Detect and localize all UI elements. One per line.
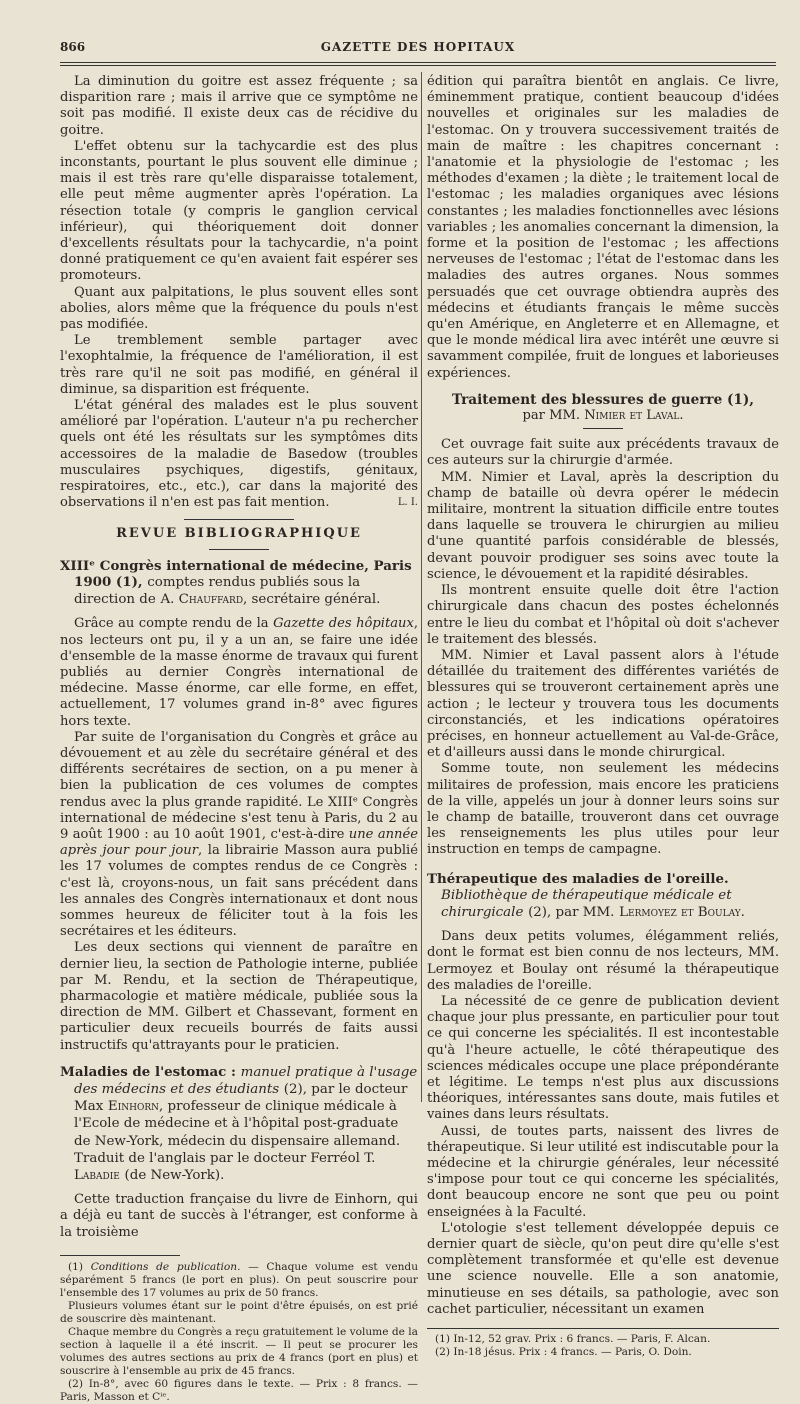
- heading-italic: manuel pratique à l'usage des médecins et des étudiants: [74, 1064, 418, 1097]
- heading-author: Lermoyez et Boulay.: [619, 904, 745, 920]
- title-underline: [209, 549, 269, 550]
- footnotes: [427, 1333, 779, 1359]
- author-signature: L. I.: [397, 497, 418, 509]
- paragraph: MM. Nimier et Laval, après la description du champ de bataille où devra opérer le médecin militaire, montrent la situation difficile entre toutes dans laquelle se trouvera le chirurgien au milieu d'une quantité parfois considérable de blessés, devant pouvoir prodiguer ses soins avec toute la science, le dévouement et la rapidité désirables.: [427, 469, 779, 582]
- right-column: [427, 74, 779, 1359]
- heading-text: (2), par le docteur Max: [74, 1081, 408, 1115]
- paragraph-text: L'état général des malades est le plus souvent amélioré par l'opération. L'auteur n'a pu rechercher quels ont été les résultats sur les symptômes dits accessoires de la maladie de Basedow (troubles musculaires psychiques, digestifs, génitaux, respiratoires, etc., etc.), car dans la majorité des observations il n'en est pas fait mention.: [60, 398, 418, 511]
- footnote: Plusieurs volumes étant sur le point d'être épuisés, on est prié de souscrire dès maintenant.: [60, 1299, 418, 1325]
- footnote: (2) In-8°, avec 60 figures dans le texte. — Prix : 8 francs. — Paris, Masson et Cⁱᵉ.: [60, 1377, 418, 1403]
- footnote: Chaque membre du Congrès a reçu gratuitement le volume de la section à laquelle il a été inscrit. — Il peut se procurer les volumes des autres sections au prix de 4 francs (port en plus) et souscrire à l'ensemble au prix de 45 francs.: [60, 1325, 418, 1377]
- footnote-label: (1): [68, 1260, 84, 1273]
- heading-title: XIIIᵉ Congrès international de médecine, Paris 1900 (1),: [60, 557, 412, 590]
- byline-prefix: par MM.: [522, 408, 581, 424]
- paragraph: La nécessité de ce genre de publication devient chaque jour plus pressante, en particulier pour tout ce qui concerne les spécialités. Il est incontestable qu'à l'heure actuelle, le côté thérapeutique des sciences médicales occupe une place prépondérante et légitime. Le temps n'est plus aux discussions théoriques, intéressantes sans doute, mais futiles et vaines dans leurs résultats.: [427, 993, 779, 1123]
- text-run: , nos lecteurs ont pu, il y a un an, se faire une idée d'ensemble de la masse énorme de travaux qui furent publiés au dernier Congrès international de médecine. Masse énorme, car elle forme, en effet, actuellement, 17 volumes grand in-8° avec figures hors texte.: [60, 616, 419, 729]
- ornament-rule: [184, 519, 294, 520]
- heading-author: Labadie: [74, 1168, 120, 1183]
- page-header: [60, 34, 776, 54]
- footnote: (2) In-18 jésus. Prix : 4 francs. — Paris, O. Doin.: [435, 1346, 692, 1359]
- heading-title: Maladies de l'estomac :: [60, 1063, 236, 1080]
- footnote-rule: [60, 1255, 180, 1256]
- heading-subtitle: comptes rendus publiés sous la direction de: [74, 574, 361, 608]
- paragraph: édition qui paraîtra bientôt en anglais. Ce livre, éminemment pratique, contient beaucoup d'idées nouvelles et originales sur les maladies de l'estomac. On y trouvera successivement traités de main de maître : les chapitres concernant : l'anatomie et la physiologie de l'estomac ; les méthodes d'examen ; la diète ; le traitement local de l'estomac ; les maladies organiques avec lésions constantes ; les maladies fonctionnelles avec lésions variables ; les anomalies concernant la dimension, la forme et la position de l'estomac ; les affections nerveuses de l'estomac ; l'état de l'estomac dans les maladies des autres organes. Nous sommes persuadés que cet ouvrage obtiendra auprès des médecins et étudiants français le même succès qu'en Amérique, en Angleterre et en Allemagne, et que le monde médical lira avec intérêt une œuvre si savamment compilée, fruit de longues et laborieuses expériences.: [427, 74, 779, 381]
- footnote-italic: Conditions de publication.: [90, 1260, 241, 1273]
- footnote: [60, 1261, 418, 1300]
- paragraph: Ils montrent ensuite quelle doit être l'action chirurgicale dans chacun des postes échelonnés entre le lieu du combat et l'hôpital où doit s'achever le traitement des blessés.: [427, 583, 779, 647]
- paragraph: MM. Nimier et Laval passent alors à l'étude détaillée du traitement des différentes variétés de blessures qui se trouveront certainement après une action ; le lecteur y trouvera tous les documents circonstanciés, et les indications opératoires précises, en honneur actuellement au Val-de-Grâce, et d'ailleurs aussi dans le monde chirurgical.: [427, 647, 779, 761]
- heading-title: Traitement des blessures de guerre (1),: [451, 391, 755, 408]
- paragraph: Aussi, de toutes parts, naissent des livres de thérapeutique. Si leur utilité est indiscutable pour la médecine et la chirurgie générales, leur nécessité s'impose pour tout ce qui concerne les spécialités, dont beaucoup encore ne sont que peu ou point enseignées à la Faculté.: [427, 1123, 779, 1220]
- heading-rule: [583, 428, 623, 429]
- estomac-heading: [60, 1064, 418, 1184]
- text-run: , la librairie Masson aura publié les 17 volumes de comptes rendus de ce Congrès : c'est là, croyons-nous, un fait sans précédent dans les annales des Congrès internationaux et dont nous sommes heureux de féliciter tout à la fois les secrétaires et les éditeurs.: [60, 843, 418, 940]
- left-column: [60, 74, 418, 1404]
- paragraph: [60, 398, 418, 511]
- header-rule-double: [60, 65, 776, 66]
- footnote-text: — Chaque volume est vendu séparément 5 francs (le port en plus). On peut souscrire pour l'ensemble des 17 volumes au prix de 50 francs.: [60, 1260, 419, 1299]
- paragraph: Le tremblement semble partager avec l'exophtalmie, la fréquence de l'amélioration, il est très rare qu'il ne soit pas modifié, en général il diminue, sa disparition est fréquente.: [60, 333, 418, 397]
- paragraph: Quant aux palpitations, le plus souvent elles sont abolies, alors même que la fréquence du pouls n'est pas modifiée.: [60, 284, 418, 333]
- heading-author: Einhorn: [107, 1099, 160, 1115]
- paragraph: Cette traduction française du livre de Einhorn, qui a déjà eu tant de succès à l'étranger, est conforme à la troisième: [60, 1192, 418, 1240]
- footnotes: [60, 1261, 418, 1404]
- paragraph: Somme toute, non seulement les médecins militaires de profession, mais encore les praticiens de la ville, appelés un jour à donner leurs soins sur le champ de bataille, trouveront dans cet ouvrage les renseignements les plus utiles pour leur instruction en temps de campagne.: [427, 761, 779, 858]
- oreille-heading: [427, 871, 779, 922]
- text-run: Par suite de l'organisation du Congrès et grâce au dévouement et au zèle du secrétaire général et des différents secrétaires de section, on a pu mener à bien la publication de ces volumes de comptes rendus avec la plus grande rapidité. Le XIIIᵉ Congrès international de médecine s'est tenu à Paris, du 2 au 9 août 1900 : au 10 août 1901, c'est-à-dire: [60, 729, 418, 842]
- paragraph: L'effet obtenu sur la tachycardie est des plus inconstants, pourtant le plus souvent elle diminue ; mais il est très rare qu'elle disparaisse totalement, elle peut même augmenter après l'opération. La résection totale (y compris le ganglion cervical inférieur), qui théoriquement doit donner d'excellents résultats pour la tachycardie, n'a point donné pratiquement ce qu'en avaient fait espérer ses promoteurs.: [60, 138, 418, 284]
- section-ornament: [60, 519, 418, 520]
- footnote: (1) In-12, 52 grav. Prix : 6 francs. — Paris, F. Alcan.: [435, 1333, 711, 1346]
- header-rule: [60, 62, 776, 63]
- paragraph: La diminution du goitre est assez fréquente ; sa disparition rare ; mais il arrive que ce symptôme ne soit pas modifié. Il existe deux cas de récidive du goitre.: [60, 74, 418, 138]
- heading-author: Nimier et Laval.: [584, 408, 684, 424]
- text-run: Grâce au compte rendu de la: [74, 616, 269, 632]
- paragraph: Dans deux petits volumes, élégamment reliés, dont le format est bien connu de nos lecteurs, MM. Lermoyez et Boulay ont résumé la thérapeutique des maladies de l'oreille.: [427, 929, 779, 993]
- heading-italic: Bibliothèque de thérapeutique médicale et chirurgicale: [441, 887, 732, 920]
- running-title: GAZETTE DES HOPITAUX: [320, 40, 516, 54]
- heading-subtitle-end: , secrétaire général.: [243, 592, 381, 608]
- paragraph: Les deux sections qui viennent de paraître en dernier lieu, la section de Pathologie interne, publiée par M. Rendu, et la section de Thérapeutique, pharmacologie et matière médicale, publiée sous la direction de MM. Gilbert et Chassevant, forment en particulier deux recueils bourrés de faits aussi instructifs qu'attrayants pour le praticien.: [60, 940, 418, 1053]
- congres-heading: [60, 558, 418, 609]
- paragraph: [60, 730, 418, 941]
- page-number: 866: [60, 40, 86, 54]
- italic-run: Gazette des hôpitaux: [273, 616, 414, 632]
- paragraph: Cet ouvrage fait suite aux précédents travaux de ces auteurs sur la chirurgie d'armée.: [427, 437, 779, 469]
- paragraph: L'otologie s'est tellement développée depuis ce dernier quart de siècle, qu'on peut dire qu'elle s'est complètement transformée et qu'elle est devenue une science nouvelle. Elle a son anatomie, minutieuse en ses détails, sa pathologie, avec son cachet particulier, nécessitant un examen: [427, 1220, 779, 1317]
- heading-byline: [427, 408, 779, 424]
- heading-text: (de New-York).: [124, 1168, 225, 1183]
- heading-author: A. Chauffard: [160, 592, 244, 608]
- heading-title: Thérapeutique des maladies de l'oreille.: [427, 870, 729, 887]
- footnote-rule: [427, 1328, 779, 1329]
- heading-text: (2), par MM.: [528, 904, 615, 920]
- heading-text: , professeur de clinique médicale à l'Ecole de médecine et à l'hôpital post-graduate de New-York, médecin du dispensaire allemand. Traduit de l'anglais par le docteur Ferréol T.: [74, 1099, 401, 1166]
- paragraph: [60, 616, 418, 729]
- section-title: REVUE BIBLIOGRAPHIQUE: [116, 526, 362, 542]
- guerre-heading: [427, 392, 779, 429]
- column-divider: [421, 72, 422, 1102]
- italic-run: une année après jour pour jour: [60, 826, 418, 859]
